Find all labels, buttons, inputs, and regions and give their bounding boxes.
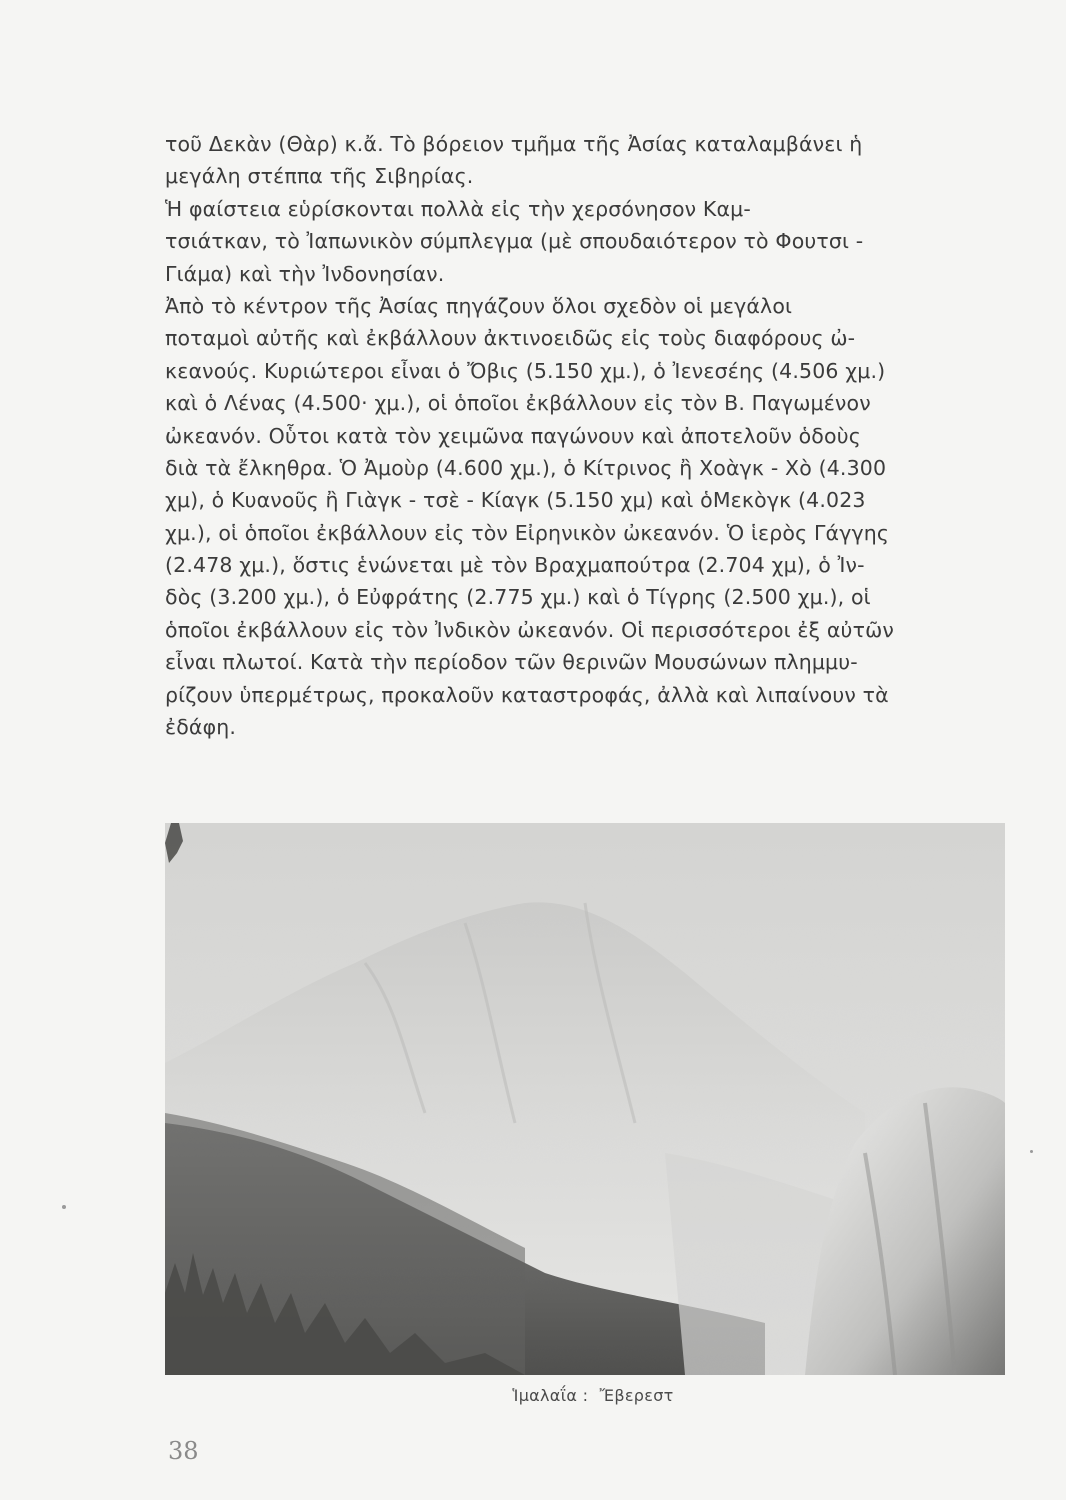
text-line-9: καὶ ὁ Λένας (4.500· χμ.), οἱ ὁποῖοι ἐκβάλλουν εἰς τὸν Β. Παγωμένον [165,391,871,416]
caption-subject: Ἔβερεστ [599,1386,674,1405]
mountain-illustration [165,823,1005,1375]
body-text [165,128,1005,743]
photo-grain [165,823,1005,1375]
text-line-8: κεανούς. Κυριώτεροι εἶναι ὁ Ὄβις (5.150 χμ.), ὁ Ἰενεσέης (4.506 χμ.) [165,358,886,383]
text-line-1: τοῦ Δεκὰν (Θὰρ) κ.ἄ. Τὸ βόρειον τμῆμα τῆς Ἀσίας καταλαμβάνει ἡ [165,132,863,156]
text-line-14: (2.478 χμ.), ὅστις ἑνώνεται μὲ τὸν Βραχμαπούτρα (2.704 χμ), ὁ Ἰν- [165,553,865,578]
text-line-19: ἐδάφη. [165,715,237,740]
text-line-5: Γιάμα) καὶ τὴν Ἰνδονησίαν. [165,261,445,286]
text-line-4: τσιάτκαν, τὸ Ἰαπωνικὸν σύμπλεγμα (μὲ σπουδαιότερον τὸ Φουτσι - [165,229,864,254]
text-line-12: χμ), ὁ Κυανοῦς ἢ Γιὰγκ - τσὲ - Κίαγκ (5.150 χμ) καὶ ὁΜεκὸγκ (4.023 [165,488,866,513]
text-line-6: Ἀπὸ τὸ κέντρον τῆς Ἀσίας πηγάζουν ὅλοι σχεδὸν οἱ μεγάλοι [165,293,793,318]
text-line-10: ὠκεανόν. Οὗτοι κατὰ τὸν χειμῶνα παγώνουν καὶ ἀποτελοῦν ὁδοὺς [165,423,861,448]
figure-caption [0,1386,1066,1405]
text-line-17: εἶναι πλωτοί. Κατὰ τὴν περίοδον τῶν θερινῶν Μουσώνων πλημμυ- [165,650,858,675]
paper-speck [62,1205,66,1209]
text-line-13: χμ.), οἱ ὁποῖοι ἐκβάλλουν εἰς τὸν Εἰρηνικὸν ὠκεανόν. Ὁ ἱερὸς Γάγγης [165,520,890,545]
everest-photo [165,823,1005,1375]
text-line-15: δὸς (3.200 χμ.), ὁ Εὐφράτης (2.775 χμ.) καὶ ὁ Τίγρης (2.500 χμ.), οἱ [165,585,871,610]
text-line-7: ποταμοὶ αὐτῆς καὶ ἐκβάλλουν ἀκτινοειδῶς εἰς τοὺς διαφόρους ὠ- [165,326,856,351]
page-number: 38 [168,1437,199,1465]
caption-label: Ἱμαλαΐα : [512,1386,589,1405]
text-line-3: Ἡ φαίστεια εὑρίσκονται πολλὰ εἰς τὴν χερσόνησον Καμ- [165,196,751,221]
text-line-16: ὁποῖοι ἐκβάλλουν εἰς τὸν Ἰνδικὸν ὠκεανόν. Οἱ περισσότεροι ἐξ αὐτῶν [165,617,894,642]
text-line-2: μεγάλη στέππα τῆς Σιβηρίας. [165,164,474,189]
text-line-18: ρίζουν ὑπερμέτρως, προκαλοῦν καταστροφάς, ἀλλὰ καὶ λιπαίνουν τὰ [165,682,889,707]
text-line-11: διὰ τὰ ἔλκηθρα. Ὁ Ἀμοὺρ (4.600 χμ.), ὁ Κίτρινος ἢ Χοὰγκ - Χὸ (4.300 [165,455,887,480]
paper-speck [1030,1150,1033,1153]
